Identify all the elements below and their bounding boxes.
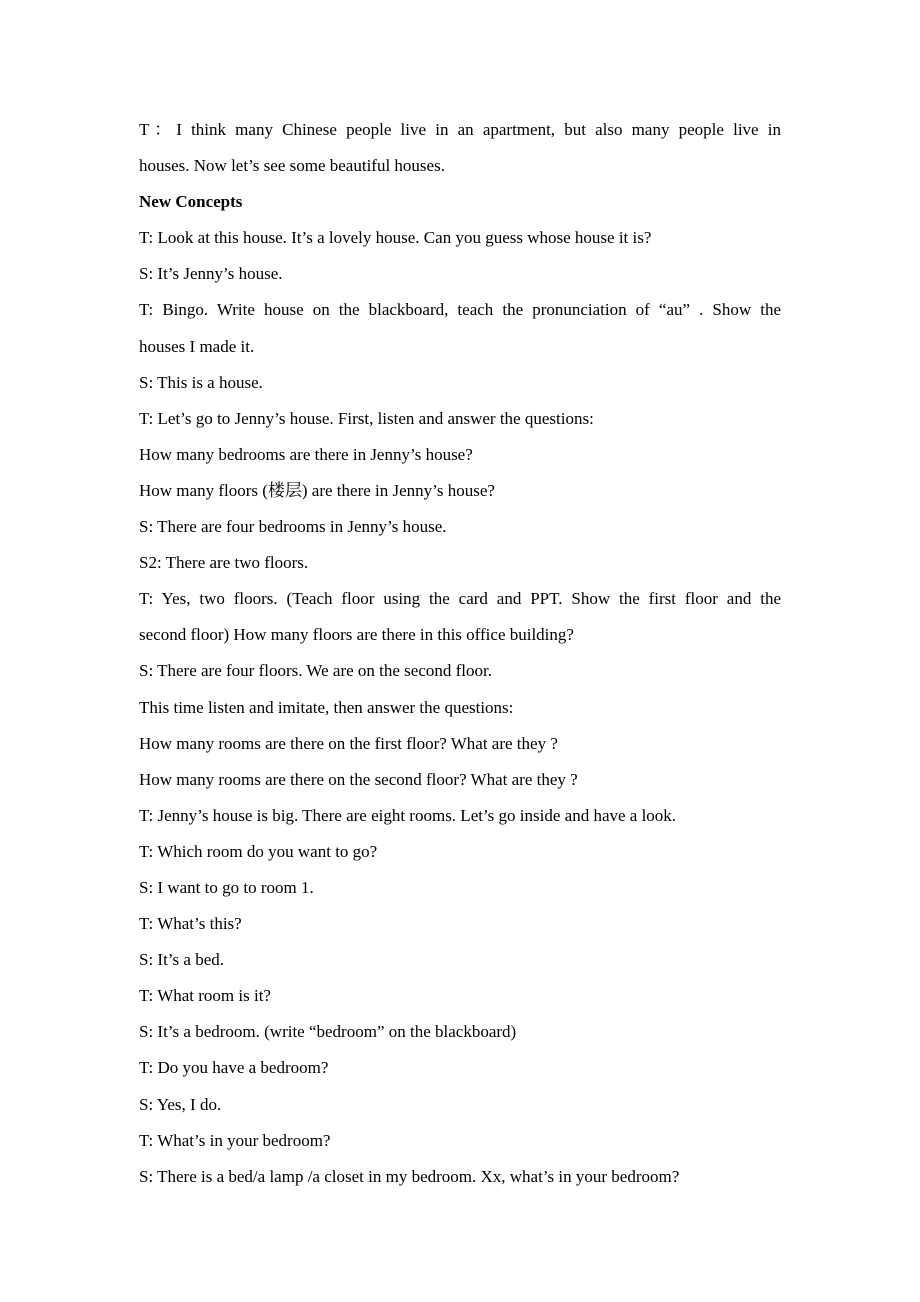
text-line: houses. Now let’s see some beautiful houses. [139,156,445,176]
text-line: S: There is a bed/a lamp /a closet in my bedroom. Xx, what’s in your bedroom? [139,1166,680,1186]
text-line: T: Jenny’s house is big. There are eight rooms. Let’s go inside and have a look. [139,805,677,825]
text-line: S: Yes, I do. [139,1094,222,1114]
text-line: S: There are four bedrooms in Jenny’s house. [139,517,447,537]
text-line: T: Look at this house. It’s a lovely house. Can you guess whose house it is? [139,228,652,248]
document-page [139,112,781,1195]
text-line: S: I want to go to room 1. [139,877,314,897]
section-heading: New Concepts [139,192,243,212]
text-line: second floor) How many floors are there in this office building? [139,625,574,645]
text-line: T: Do you have a bedroom? [139,1058,329,1078]
text-line: T：I think many Chinese people live in an apartment, but also many people live in [139,120,781,139]
text-line: How many bedrooms are there in Jenny’s house? [139,444,473,464]
text-line: T: Yes, two floors. (Teach floor using the card and PPT. Show the first floor and the [139,589,781,609]
text-line: T: Let’s go to Jenny’s house. First, listen and answer the questions: [139,408,594,428]
text-line: T: What’s this? [139,914,242,934]
text-line: T: Bingo. Write house on the blackboard, teach the pronunciation of “au” . Show the [139,300,781,320]
text-line: T: What room is it? [139,986,271,1006]
text-line: T: What’s in your bedroom? [139,1130,331,1150]
text-line: S: It’s Jenny’s house. [139,264,283,284]
text-line: How many rooms are there on the second floor? What are they ? [139,769,578,789]
text-line: S: This is a house. [139,372,263,392]
text-line: How many rooms are there on the first floor? What are they ? [139,733,558,753]
text-line: S: It’s a bed. [139,950,224,970]
text-line: This time listen and imitate, then answer the questions: [139,697,514,717]
text-line: S: It’s a bedroom. (write “bedroom” on the blackboard) [139,1022,517,1042]
text-line: T: Which room do you want to go? [139,841,378,861]
text-line: How many floors (楼层) are there in Jenny’s house? [139,480,495,500]
text-line: S2: There are two floors. [139,553,309,573]
text-line: houses I made it. [139,336,255,356]
text-line: S: There are four floors. We are on the second floor. [139,661,492,681]
